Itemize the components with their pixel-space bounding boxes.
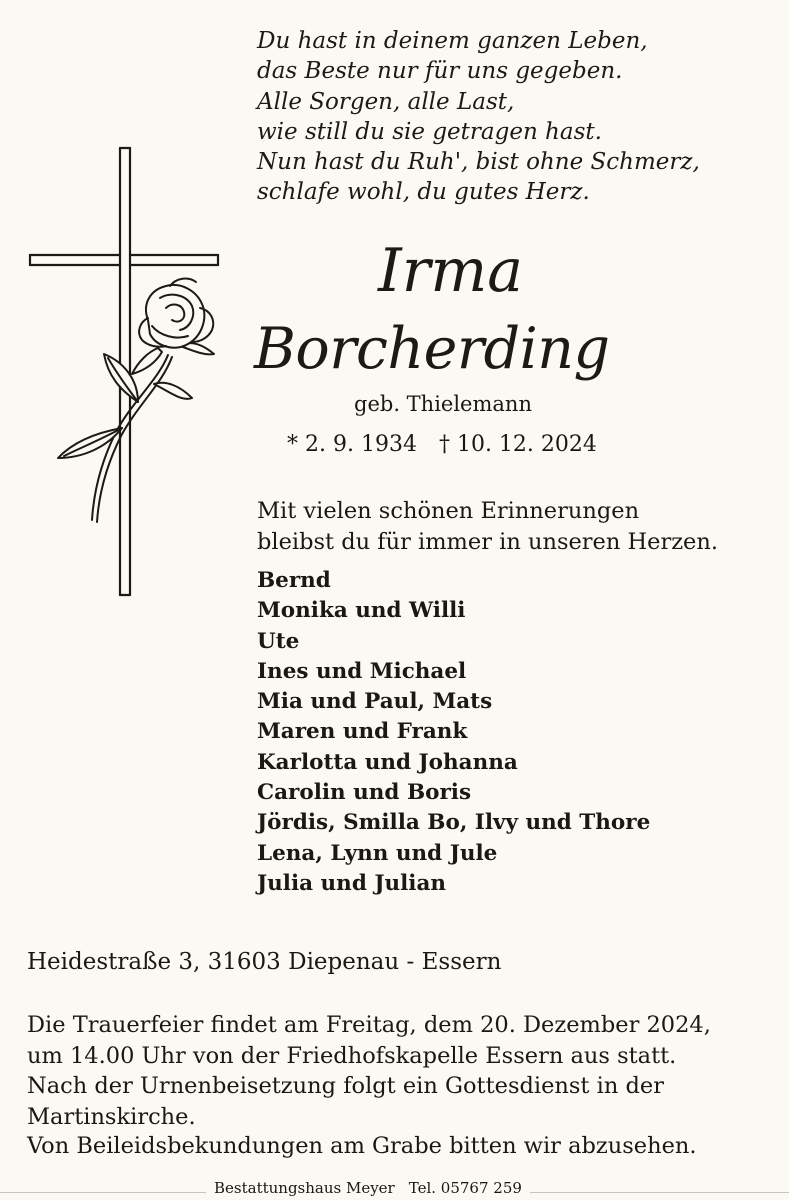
family-member: Bernd xyxy=(257,568,331,593)
deceased-first-name: Irma xyxy=(378,236,524,306)
cross-with-rose-icon xyxy=(20,140,230,610)
footer xyxy=(206,1177,530,1199)
poem-line: Nun hast du Ruh', bist ohne Schmerz, xyxy=(257,149,700,176)
family-member: Monika und Willi xyxy=(257,598,466,624)
family-member: Julia und Julian xyxy=(257,870,447,896)
death-date: † 10. 12. 2024 xyxy=(438,432,597,457)
funeral-line: Martinskirche. xyxy=(27,1103,196,1130)
life-dates xyxy=(287,430,597,460)
family-member: Ines und Michael xyxy=(257,658,467,684)
funeral-line: Die Trauerfeier findet am Freitag, dem 20. Dezember 2024, xyxy=(27,1012,711,1038)
funeral-line: um 14.00 Uhr von der Friedhofskapelle Essern aus statt. xyxy=(27,1042,677,1069)
family-member: Karlotta und Johanna xyxy=(257,749,518,775)
poem xyxy=(257,26,700,208)
undertaker-phone: Tel. 05767 259 xyxy=(408,1179,522,1197)
poem-line: Du hast in deinem ganzen Leben, xyxy=(257,28,648,54)
address: Heidestraße 3, 31603 Diepenau - Essern xyxy=(27,949,502,975)
poem-line: das Beste nur für uns gegeben. xyxy=(257,58,623,85)
poem-line: Alle Sorgen, alle Last, xyxy=(257,88,515,115)
memories-line: Mit vielen schönen Erinnerungen xyxy=(257,498,640,524)
poem-line: schlafe wohl, du gutes Herz. xyxy=(257,179,590,206)
birth-date: * 2. 9. 1934 xyxy=(287,432,417,457)
undertaker-name: Bestattungshaus Meyer xyxy=(214,1179,395,1197)
deceased-last-name: Borcherding xyxy=(254,316,610,382)
family-member: Lena, Lynn und Jule xyxy=(257,840,498,866)
funeral-line: Nach der Urnenbeisetzung folgt ein Gottesdienst in der xyxy=(27,1073,664,1099)
family-member: Carolin und Boris xyxy=(257,780,472,806)
memories-line: bleibst du für immer in unseren Herzen. xyxy=(257,529,719,555)
family-member: Jördis, Smilla Bo, Ilvy und Thore xyxy=(257,810,651,836)
funeral-notice xyxy=(27,1010,711,1132)
memories-text xyxy=(257,496,718,558)
deceased-born-name: geb. Thielemann xyxy=(354,392,532,416)
family-member: Maren und Frank xyxy=(257,719,468,745)
family-member: Ute xyxy=(257,628,300,654)
condolences-notice: Von Beileidsbekundungen am Grabe bitten wir abzusehen. xyxy=(27,1133,697,1159)
poem-line: wie still du sie getragen hast. xyxy=(257,118,602,145)
family-list xyxy=(257,566,650,899)
family-member: Mia und Paul, Mats xyxy=(257,689,493,715)
